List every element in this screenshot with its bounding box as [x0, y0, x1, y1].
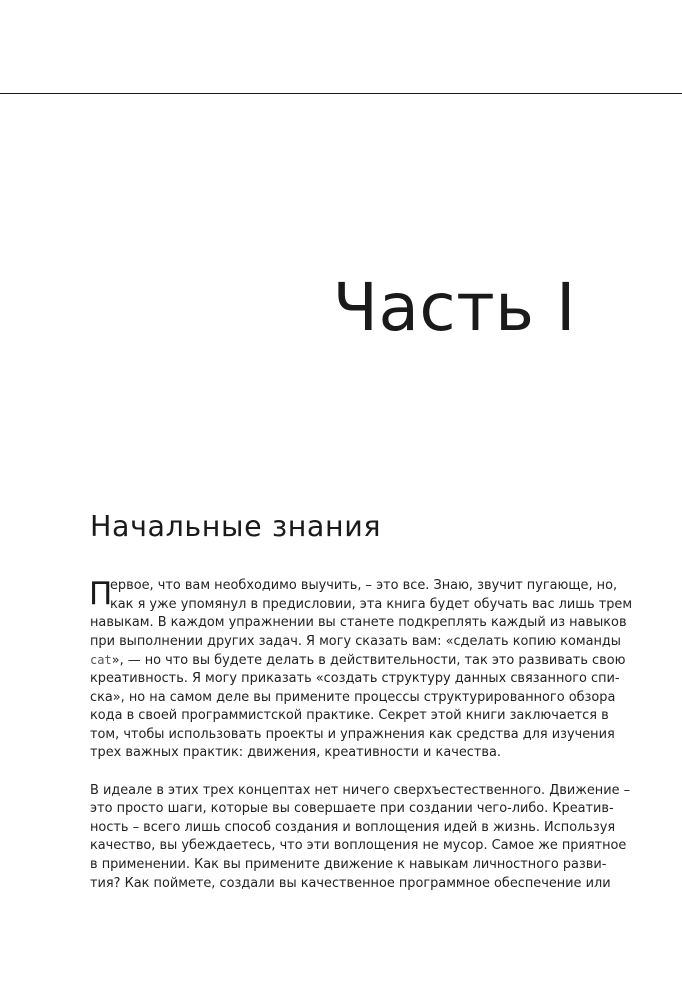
drop-cap: П: [89, 576, 113, 612]
section-title: Начальные знания: [90, 510, 382, 543]
paragraph-2-line-6: тия? Как поймете, создали вы качественное программное обеспечение или: [90, 875, 611, 891]
paragraph-1-line-10: трех важных практик: движения, креативности и качества.: [90, 745, 501, 761]
paragraph-1: [89, 576, 633, 763]
paragraph-1-line-4: при выполнении других задач. Я могу сказать вам: «сделать копию команды: [90, 633, 621, 649]
part-title: Часть I: [332, 269, 576, 346]
paragraph-1-line-5-rest: », — но что вы будете делать в действительности, так это развивать свою: [111, 653, 626, 669]
paragraph-1-line-2: как я уже упомянул в предисловии, эта книга будет обучать вас лишь трем: [110, 596, 633, 612]
top-rule: [0, 93, 682, 94]
paragraph-1-line-3: навыкам. В каждом упражнении вы станете подкреплять каждый из навыков: [90, 615, 627, 631]
inline-code-cat: cat: [90, 653, 112, 668]
paragraph-2-line-1: В идеале в этих трех концептах нет ничего сверхъестественного. Движение –: [90, 782, 631, 798]
paragraph-2-line-2: это просто шаги, которые вы совершаете при создании чего-либо. Креатив-: [90, 801, 614, 817]
paragraph-1-line-5: [90, 651, 626, 670]
paragraph-1-line-1: ервое, что вам необходимо выучить, – это все. Знаю, звучит пугающе, но,: [110, 578, 618, 593]
body-text: [89, 576, 633, 893]
paragraph-1-line-7: ска», но на самом деле вы примените процессы структурированного обзора: [90, 689, 616, 705]
paragraph-2-line-4: качество, вы убеждаетесь, что эти воплощения не мусор. Самое же приятное: [90, 838, 627, 854]
paragraph-1-line-8: кода в своей программистской практике. Секрет этой книги заключается в: [90, 708, 609, 724]
paragraph-2-line-3: ность – всего лишь способ создания и воплощения идей в жизнь. Используя: [90, 819, 616, 835]
paragraph-2: [90, 782, 631, 894]
paragraph-1-line-9: том, чтобы использовать проекты и упражнения как средства для изучения: [90, 726, 615, 742]
paragraph-1-line-6: креативность. Я могу приказать «создать структуру данных связанного спи-: [90, 670, 620, 686]
paragraph-2-line-5: в применении. Как вы примените движение к навыкам личностного разви-: [90, 856, 607, 872]
